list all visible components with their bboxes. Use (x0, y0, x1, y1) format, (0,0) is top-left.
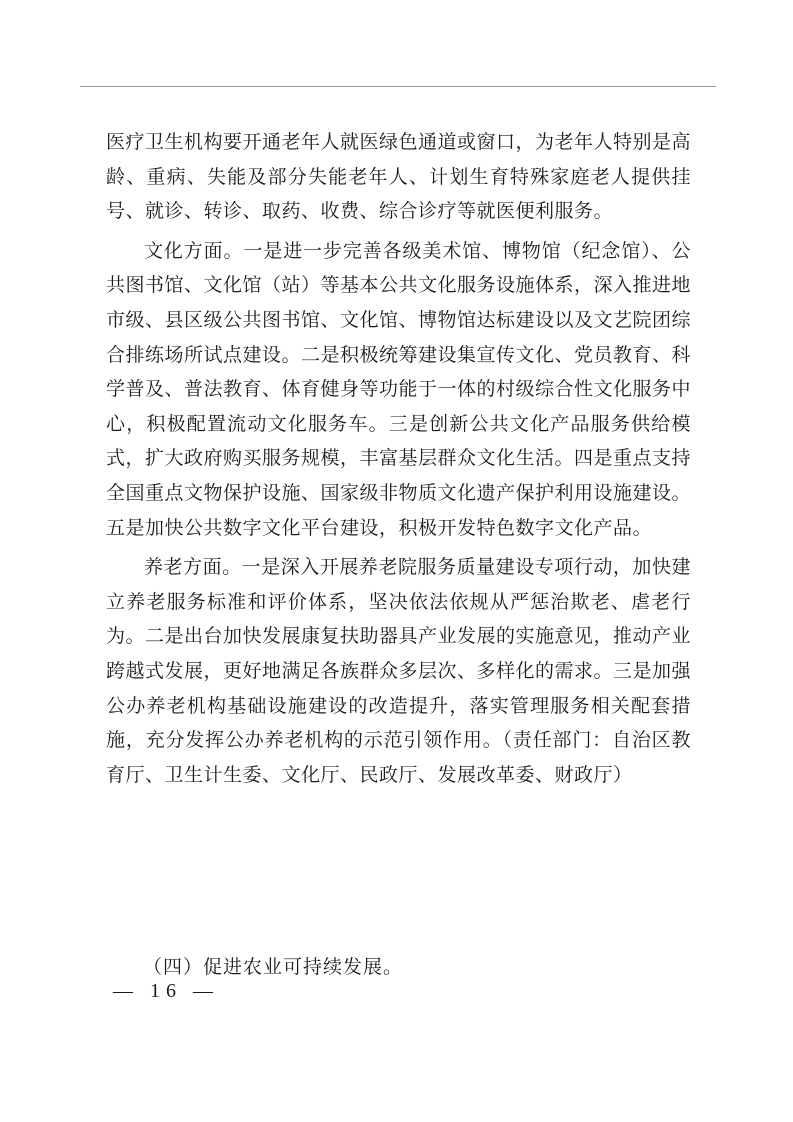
header-rule (80, 86, 716, 87)
paragraph-culture: 文化方面。一是进一步完善各级美术馆、博物馆（纪念馆）、公共图书馆、文化馆（站）等基本公共文化服务设施体系，深入推进地市级、县区级公共图书馆、文化馆、博物馆达标建设以及文艺院团综合排练场所试点建设。二是积极统筹建设集宣传文化、党员教育、科学普及、普法教育、体育健身等功能于一体的村级综合性文化服务中心，积极配置流动文化服务车。三是创新公共文化产品服务供给模式，扩大政府购买服务规模，丰富基层群众文化生活。四是重点支持全国重点文物保护设施、国家级非物质文化遗产保护利用设施建设。五是加快公共数字文化平台建设，积极开发特色数字文化产品。 (106, 239, 692, 539)
paragraph-medical: 医疗卫生机构要开通老年人就医绿色通道或窗口，为老年人特别是高龄、重病、失能及部分失能老年人、计划生育特殊家庭老人提供挂号、就诊、转诊、取药、收费、综合诊疗等就医便利服务。 (106, 131, 692, 223)
section-heading: （四）促进农业可持续发展。 (143, 956, 404, 978)
page-number: — 16 — (113, 980, 219, 1002)
paragraph-elderly-care: 养老方面。一是深入开展养老院服务质量建设专项行动，加快建立养老服务标准和评价体系，坚决依法依规从严惩治欺老、虐老行为。二是出台加快发展康复扶助器具产业发展的实施意见，推动产业跨越式发展，更好地满足各族群众多层次、多样化的需求。三是加强公办养老机构基础设施建设的改造提升，落实管理服务相关配套措施，充分发挥公办养老机构的示范引领作用。（责任部门：自治区教育厅、卫生计生委、文化厅、民政厅、发展改革委、财政厅） (106, 556, 692, 786)
body-text (106, 125, 691, 792)
